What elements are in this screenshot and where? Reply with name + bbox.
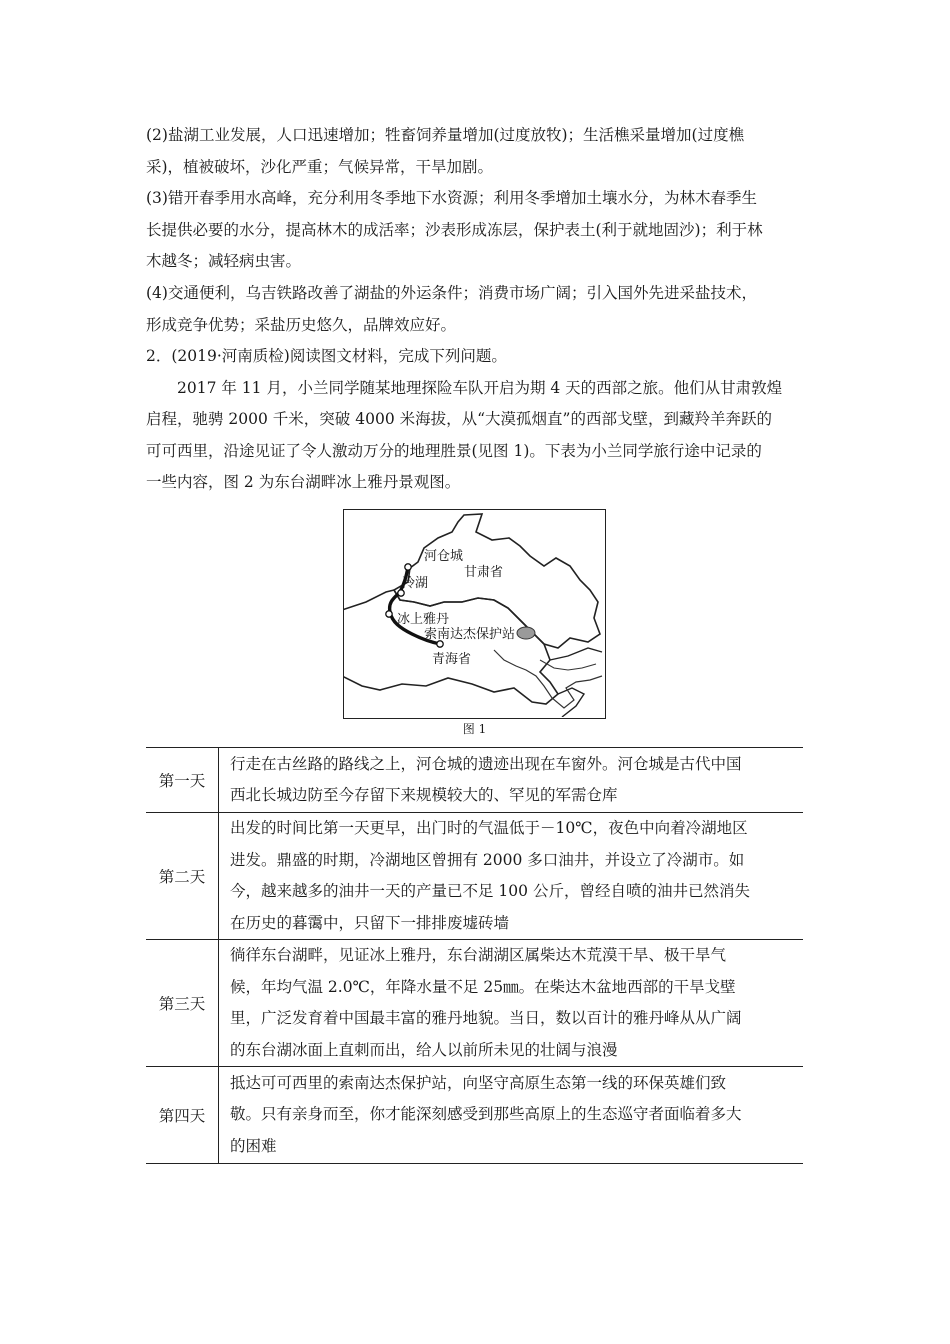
record-line: 在历史的暮霭中，只留下一排排废墟砖墙 — [230, 913, 510, 932]
day-cell: 第三天 — [146, 940, 219, 1067]
record-line: 的东台湖冰面上直刺而出，给人以前所未见的壮阔与浪漫 — [230, 1040, 618, 1059]
table-row — [146, 813, 803, 940]
intro-line: 启程，驰骋 2000 千米，突破 4000 米海拔，从“大漠孤烟直”的西部戈壁，到藏羚羊奔跃的 — [146, 410, 772, 428]
record-line: 里，广泛发育着中国最丰富的雅丹地貌。当日，数以百计的雅丹峰从从广阔 — [230, 1009, 742, 1027]
route-map — [344, 510, 604, 717]
answer-4 — [146, 278, 814, 341]
intro-line: 2017 年 11 月，小兰同学随某地理探险车队开启为期 4 天的西部之旅。他们从甘肃敦煌 — [146, 378, 783, 397]
record-line: 的困难 — [230, 1136, 277, 1155]
record-line: 敬。只有亲身而至，你才能深刻感受到那些高原上的生态巡守者面临着多大 — [230, 1105, 742, 1124]
label-bingshang: 冰上雅丹 — [397, 611, 450, 626]
label-suonan: 索南达杰保护站 — [424, 626, 516, 641]
record-cell — [219, 813, 804, 940]
record-cell — [219, 940, 804, 1067]
hecang-point — [405, 564, 411, 570]
answer-3 — [146, 183, 814, 278]
record-cell — [219, 748, 804, 813]
record-line: 出发的时间比第一天更早，出门时的气温低于－10℃，夜色中向着冷湖地区 — [230, 819, 748, 837]
answer-line: 采)，植被破坏，沙化严重；气候异常，干旱加剧。 — [146, 157, 494, 176]
answer-line: (4)交通便利，乌吉铁路改善了湖盐的外运条件；消费市场广阔；引入国外先进采盐技术， — [146, 284, 757, 302]
label-gansu: 甘肃省 — [464, 564, 504, 579]
figure-caption: 图 1 — [462, 722, 487, 736]
travel-record-table — [146, 747, 803, 1164]
label-lenghu: 冷湖 — [402, 575, 429, 590]
figure-1-map — [343, 509, 606, 719]
intro-line: 一些内容，图 2 为东台湖畔冰上雅丹景观图。 — [146, 473, 461, 491]
table-row — [146, 748, 803, 813]
answer-2 — [146, 120, 814, 183]
record-line: 今，越来越多的油井一天的产量已不足 100 公斤，曾经自喷的油井已然消失 — [230, 882, 750, 900]
record-line: 进发。鼎盛的时期，冷湖地区曾拥有 2000 多口油井，并设立了冷湖市。如 — [230, 850, 745, 869]
answer-line: 长提供必要的水分，提高林木的成活率；沙表形成冻层，保护表土(利于就地固沙)；利于林 — [146, 220, 763, 239]
answer-line: (3)错开春季用水高峰，充分利用冬季地下水资源；利用冬季增加土壤水分，为林木春季生 — [146, 189, 757, 207]
question-2 — [146, 341, 814, 499]
record-line: 行走在古丝路的路线之上，河仓城的遗迹出现在车窗外。河仓城是古代中国 — [230, 754, 742, 773]
record-line: 抵达可可西里的索南达杰保护站，向坚守高原生态第一线的环保英雄们致 — [230, 1073, 727, 1092]
protection-area — [517, 627, 535, 639]
table-row — [146, 940, 803, 1067]
table-row — [146, 1067, 803, 1164]
suonan-point — [437, 641, 443, 647]
day-cell: 第四天 — [146, 1067, 219, 1164]
bingshang-point — [386, 611, 392, 617]
qinghai-boundary — [344, 590, 558, 704]
label-qinghai: 青海省 — [432, 651, 472, 666]
day-cell: 第二天 — [146, 813, 219, 940]
intro-line: 可可西里，沿途见证了令人激动万分的地理胜景(见图 1)。下表为小兰同学旅行途中记录的 — [146, 441, 762, 460]
answer-line: 形成竞争优势；采盐历史悠久，品牌效应好。 — [146, 315, 457, 334]
record-cell — [219, 1067, 804, 1164]
day-cell: 第一天 — [146, 748, 219, 813]
record-line: 候，年均气温 2.0℃，年降水量不足 25㎜。在柴达木盆地西部的干旱戈壁 — [230, 977, 736, 996]
answer-line: 木越冬；减轻病虫害。 — [146, 252, 302, 270]
lenghu-point — [398, 590, 404, 596]
question-heading: 2．(2019·河南质检)阅读图文材料，完成下列问题。 — [146, 347, 507, 365]
record-line: 西北长城边防至今存留下来规模较大的、罕见的军需仓库 — [230, 786, 618, 804]
label-hecang: 河仓城 — [424, 548, 464, 563]
answer-line: (2)盐湖工业发展，人口迅速增加；牲畜饲养量增加(过度放牧)；生活樵采量增加(过度樵 — [146, 126, 745, 144]
record-line: 徜徉东台湖畔，见证冰上雅丹，东台湖湖区属柴达木荒漠干旱、极干旱气 — [230, 946, 727, 964]
